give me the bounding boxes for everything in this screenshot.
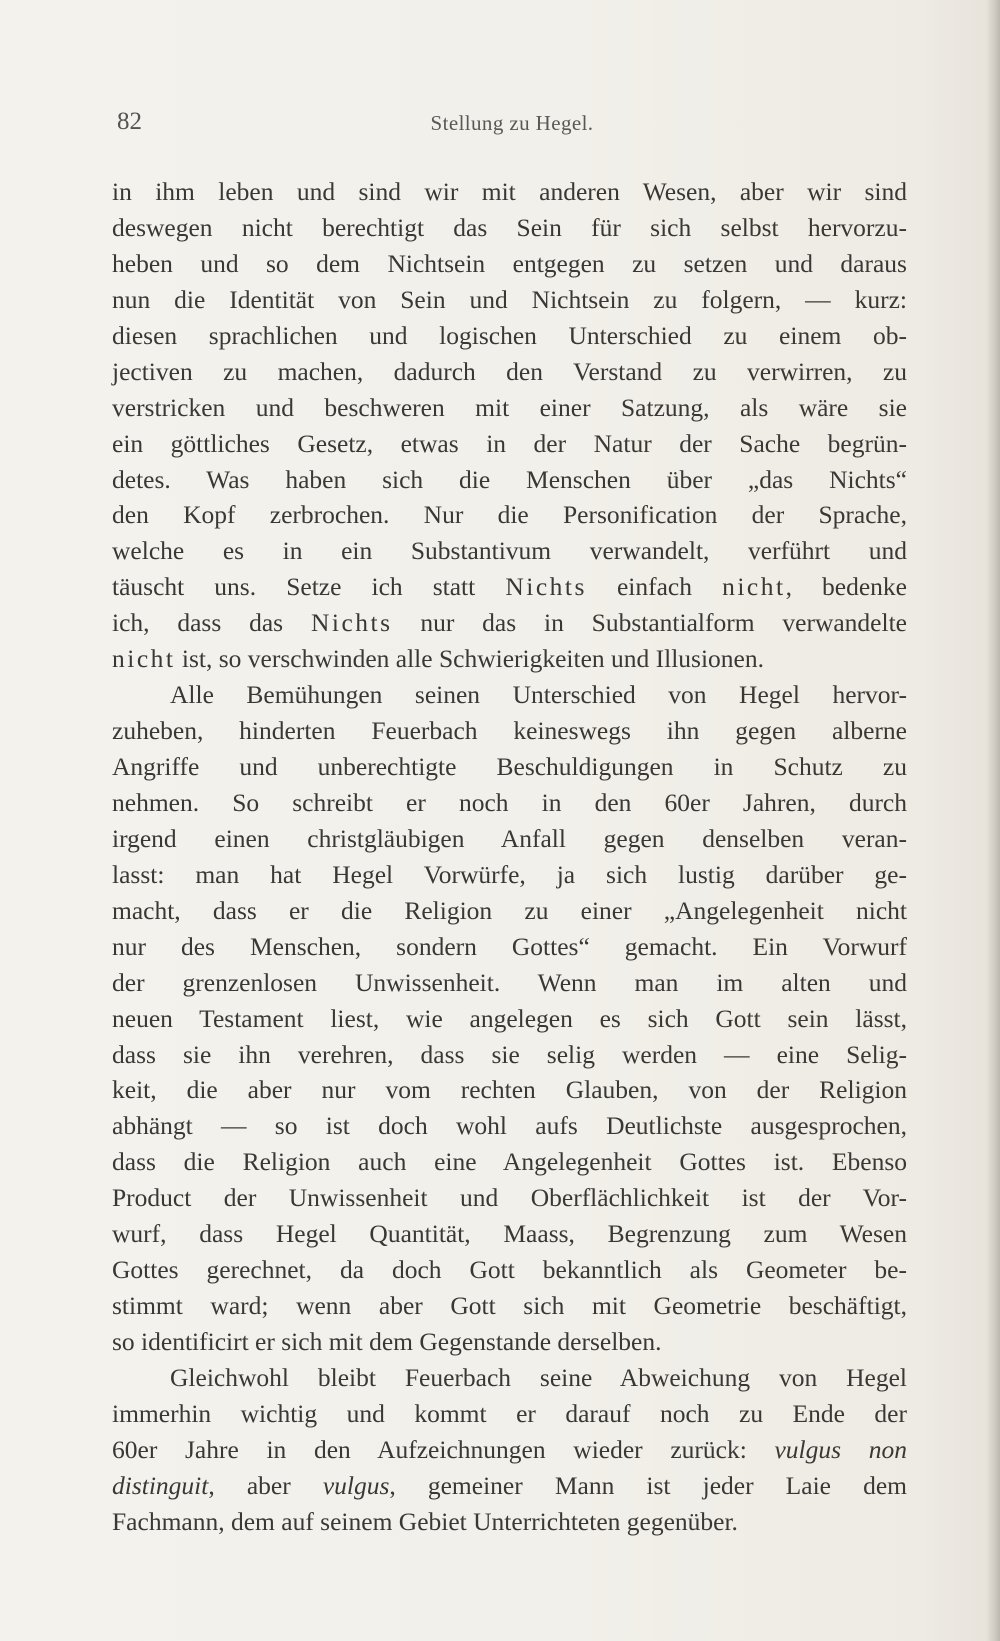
- text-line: nehmen. So schreibt er noch in den 60er Jahren, durch: [112, 787, 907, 817]
- text-line: Alle Bemühungen seinen Unterschied von Hegel hervor-: [170, 680, 907, 710]
- text-line: Gottes gerechnet, da doch Gott bekanntlich als Geometer be-: [112, 1255, 907, 1285]
- text-line: dass die Religion auch eine Angelegenheit Gottes ist. Ebenso: [112, 1147, 907, 1177]
- text-run: ist, so verschwinden alle Schwierigkeiten und Illusionen.: [175, 644, 765, 674]
- emphasis-italic: vulgus non: [774, 1434, 907, 1464]
- text-line: den Kopf zerbrochen. Nur die Personification der Sprache,: [112, 500, 907, 530]
- text-line: deswegen nicht berechtigt das Sein für sich selbst hervorzu-: [112, 212, 907, 242]
- text-line: [112, 641, 907, 677]
- text-line: [112, 605, 907, 641]
- text-line: detes. Was haben sich die Menschen über „das Nichts“: [112, 464, 907, 494]
- text-line: irgend einen christgläubigen Anfall gegen denselben veran-: [112, 823, 907, 853]
- text-line: [112, 1468, 907, 1504]
- text-line: ein göttliches Gesetz, etwas in der Natur der Sache begrün-: [112, 428, 907, 458]
- text-run: 60er Jahre in den Aufzeichnungen wieder zurück:: [112, 1434, 775, 1464]
- emphasis-spaced: Nichts: [505, 572, 587, 602]
- text-line: wurf, dass Hegel Quantität, Maass, Begrenzung zum Wesen: [112, 1219, 907, 1249]
- body-text: [112, 174, 907, 1540]
- text-run: , aber: [208, 1470, 323, 1500]
- text-line: der grenzenlosen Unwissenheit. Wenn man im alten und: [112, 967, 907, 997]
- running-head: [117, 108, 907, 148]
- emphasis-spaced: nicht: [722, 572, 786, 602]
- text-line: nun die Identität von Sein und Nichtsein zu folgern, — kurz:: [112, 284, 907, 314]
- text-line: nur des Menschen, sondern Gottes“ gemacht. Ein Vorwurf: [112, 931, 907, 961]
- text-line: Gleichwohl bleibt Feuerbach seine Abweichung von Hegel: [170, 1362, 907, 1392]
- text-line: zuheben, hinderten Feuerbach keineswegs ihn gegen alberne: [112, 716, 907, 746]
- text-line: Fachmann, dem auf seinem Gebiet Unterrichteten gegenüber.: [112, 1506, 738, 1536]
- text-run: ich, dass das: [112, 608, 311, 638]
- text-line: immerhin wichtig und kommt er darauf noch zu Ende der: [112, 1398, 907, 1428]
- text-line: dass sie ihn verehren, dass sie selig werden — eine Selig-: [112, 1039, 907, 1069]
- text-line: Angriffe und unberechtigte Beschuldigungen in Schutz zu: [112, 752, 907, 781]
- text-line: [112, 569, 907, 605]
- text-run: , bedenke: [785, 572, 908, 602]
- emphasis-spaced: Nichts: [310, 608, 393, 638]
- text-run: , gemeiner Mann ist jeder Laie dem: [389, 1470, 907, 1500]
- text-line: stimmt ward; wenn aber Gott sich mit Geometrie beschäftigt,: [112, 1291, 907, 1321]
- text-line: [112, 1432, 907, 1468]
- text-line: Product der Unwissenheit und Oberflächlichkeit ist der Vor-: [112, 1183, 907, 1213]
- text-line: welche es in ein Substantivum verwandelt, verführt und: [112, 536, 907, 566]
- text-line: abhängt — so ist doch wohl aufs Deutlichste ausgesprochen,: [112, 1111, 907, 1141]
- text-line: verstricken und beschweren mit einer Satzung, als wäre sie: [112, 392, 907, 422]
- text-line: so identificirt er sich mit dem Gegenstande derselben.: [112, 1327, 662, 1356]
- text-run: einfach: [586, 572, 723, 602]
- text-run: täuscht uns. Setze ich statt: [112, 572, 506, 602]
- text-line: heben und so dem Nichtsein entgegen zu setzen und daraus: [112, 248, 907, 278]
- emphasis-italic: vulgus: [322, 1470, 390, 1500]
- emphasis-spaced: nicht: [112, 644, 176, 674]
- text-line: lasst: man hat Hegel Vorwürfe, ja sich lustig darüber ge-: [112, 859, 907, 889]
- text-line: neuen Testament liest, wie angelegen es sich Gott sein lässt,: [112, 1003, 907, 1033]
- page-edge-shadow: [986, 0, 1000, 1641]
- running-title: Stellung zu Hegel.: [430, 111, 594, 135]
- text-line: macht, dass er die Religion zu einer „Angelegenheit nicht: [112, 895, 907, 925]
- text-line: in ihm leben und sind wir mit anderen Wesen, aber wir sind: [112, 177, 907, 206]
- text-line: jectiven zu machen, dadurch den Verstand zu verwirren, zu: [112, 356, 907, 386]
- emphasis-italic: distinguit: [112, 1470, 209, 1500]
- text-run: nur das in Substantialform verwandelte: [392, 608, 907, 638]
- text-line: keit, die aber nur vom rechten Glauben, von der Religion: [112, 1075, 907, 1105]
- page-number: 82: [117, 108, 142, 135]
- text-line: diesen sprachlichen und logischen Unterschied zu einem ob-: [112, 320, 907, 350]
